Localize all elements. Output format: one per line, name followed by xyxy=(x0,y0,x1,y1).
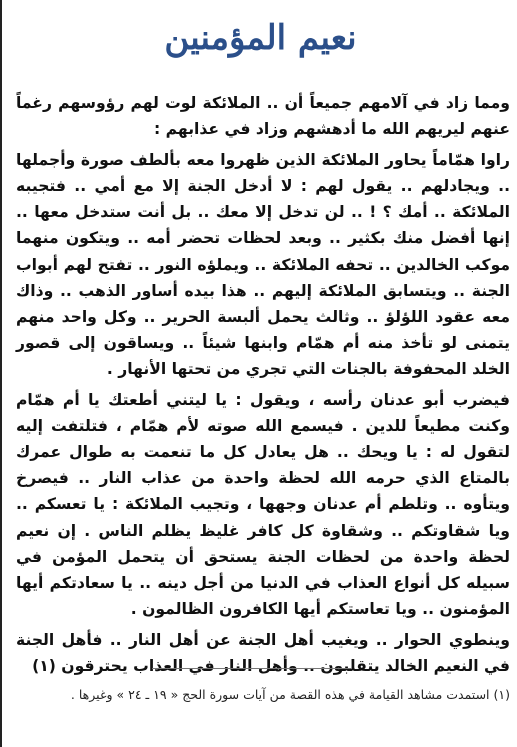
footnote-divider xyxy=(152,668,352,669)
paragraph-regret: فيضرب أبو عدنان رأسه ، ويقول : يا ليتني أطعتك يا أم همّام وكنت مطيعاً للدين . فيسمع الله صوته لأم همّام ، فتلتفت إليه لتقول له : يا ويحك .. هل يعادل كل ما تنعمت به طوال عمرك بالمتاع الذي حرمه الله لحظة واحدة من عذاب النار .. فيصرخ ويتأوه .. وتلطم أم عدنان وجهها ، وتجيب الملائكة : يا تعسكم .. ويا شقاوتكم .. وشقاوة كل كافر غليظ يظلم الناس . إن نعيم لحظة واحدة من لحظات الجنة يستحق أن يتحمل المؤمن في سبيله كل أنواع العذاب في الدنيا من أجل دينه .. يا سعادتكم أيها المؤمنون .. ويا تعاستكم أيها الكافرون الظالمون . xyxy=(16,391,510,618)
paragraph-intro: ومما زاد في آلامهم جميعاً أن .. الملائكة لوت لهم رؤوسهم رغماً عنهم ليريهم الله ما أدهشهم وزاد في عذابهم : xyxy=(16,94,510,139)
story-text xyxy=(16,90,510,684)
page-title: نعيم المؤمنين xyxy=(164,18,357,58)
paragraph-ending: وينطوي الحوار .. ويغيب أهل الجنة عن أهل النار .. فأهل الجنة في النعيم الخالد يتقلبون .. وأهل النار في العذاب يحترقون (١) xyxy=(16,630,510,675)
footnote: (١) استمدت مشاهد القيامة في هذه القصة من آيات سورة الحج « ١٩ ـ ٢٤ » وغيرها . xyxy=(70,687,510,702)
paragraph-believers: راوا همّاماً يحاور الملائكة الذين ظهروا معه بألطف صورة وأجملها .. ويجادلهم .. يقول لهم : لا أدخل الجنة إلا مع أمي .. فتجيبه الملائكة .. أمك ؟ ! .. لن تدخل إلا معك .. بل أنت ستدخل معها .. إنها أفضل منك بكثير .. وبعد لحظات تحضر أمه .. ويتكون منهما موكب الخالدين .. تحفه الملائكة .. ويملؤه النور .. تفتح لهم أبواب الجنة .. ويتسابق الملائكة إليهم .. هذا بيده أساور الذهب .. وذاك معه عقود اللؤلؤ .. وثالث يحمل ألبسة الحرير .. وكل واحد منهم يتمنى لو تأخذ منه أم همّام وابنها شيئاً .. ويساقون إلى قصور الخلد المحفوفة بالجنات التي تجري من تحتها الأنهار . xyxy=(16,151,510,378)
